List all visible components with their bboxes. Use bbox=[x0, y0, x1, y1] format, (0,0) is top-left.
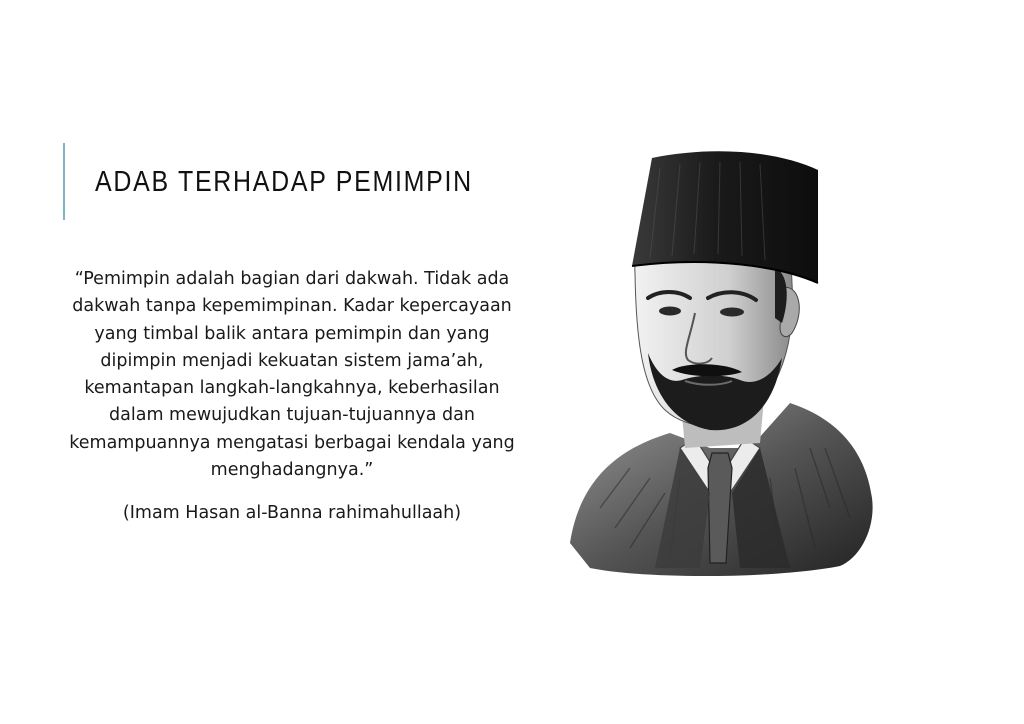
quote-line: “Pemimpin adalah bagian dari dakwah. Tidak ada bbox=[74, 269, 510, 289]
eye-right bbox=[720, 308, 744, 317]
slide-title: ADAB TERHADAP PEMIMPIN bbox=[95, 166, 473, 198]
quote-line: dalam mewujudkan tujuan-tujuannya dan bbox=[109, 405, 475, 426]
eye-left bbox=[659, 307, 681, 316]
quote-line: kemantapan langkah-langkahnya, keberhasilan bbox=[84, 378, 500, 399]
title-accent-bar bbox=[63, 143, 65, 220]
quote-text bbox=[68, 266, 516, 484]
portrait-illustration bbox=[560, 148, 880, 578]
quote-line: kemampuannya mengatasi berbagai kendala yang bbox=[69, 432, 515, 453]
quote-line: yang timbal balik antara pemimpin dan yang bbox=[94, 323, 490, 344]
quote-attribution: (Imam Hasan al-Banna rahimahullaah) bbox=[122, 503, 462, 523]
quote-line: dakwah tanpa kepemimpinan. Kadar kepercayaan bbox=[72, 296, 512, 317]
quote-line: menghadangnya.” bbox=[210, 460, 374, 481]
quote-line: dipimpin menjadi kekuatan sistem jama’ah, bbox=[100, 350, 484, 371]
